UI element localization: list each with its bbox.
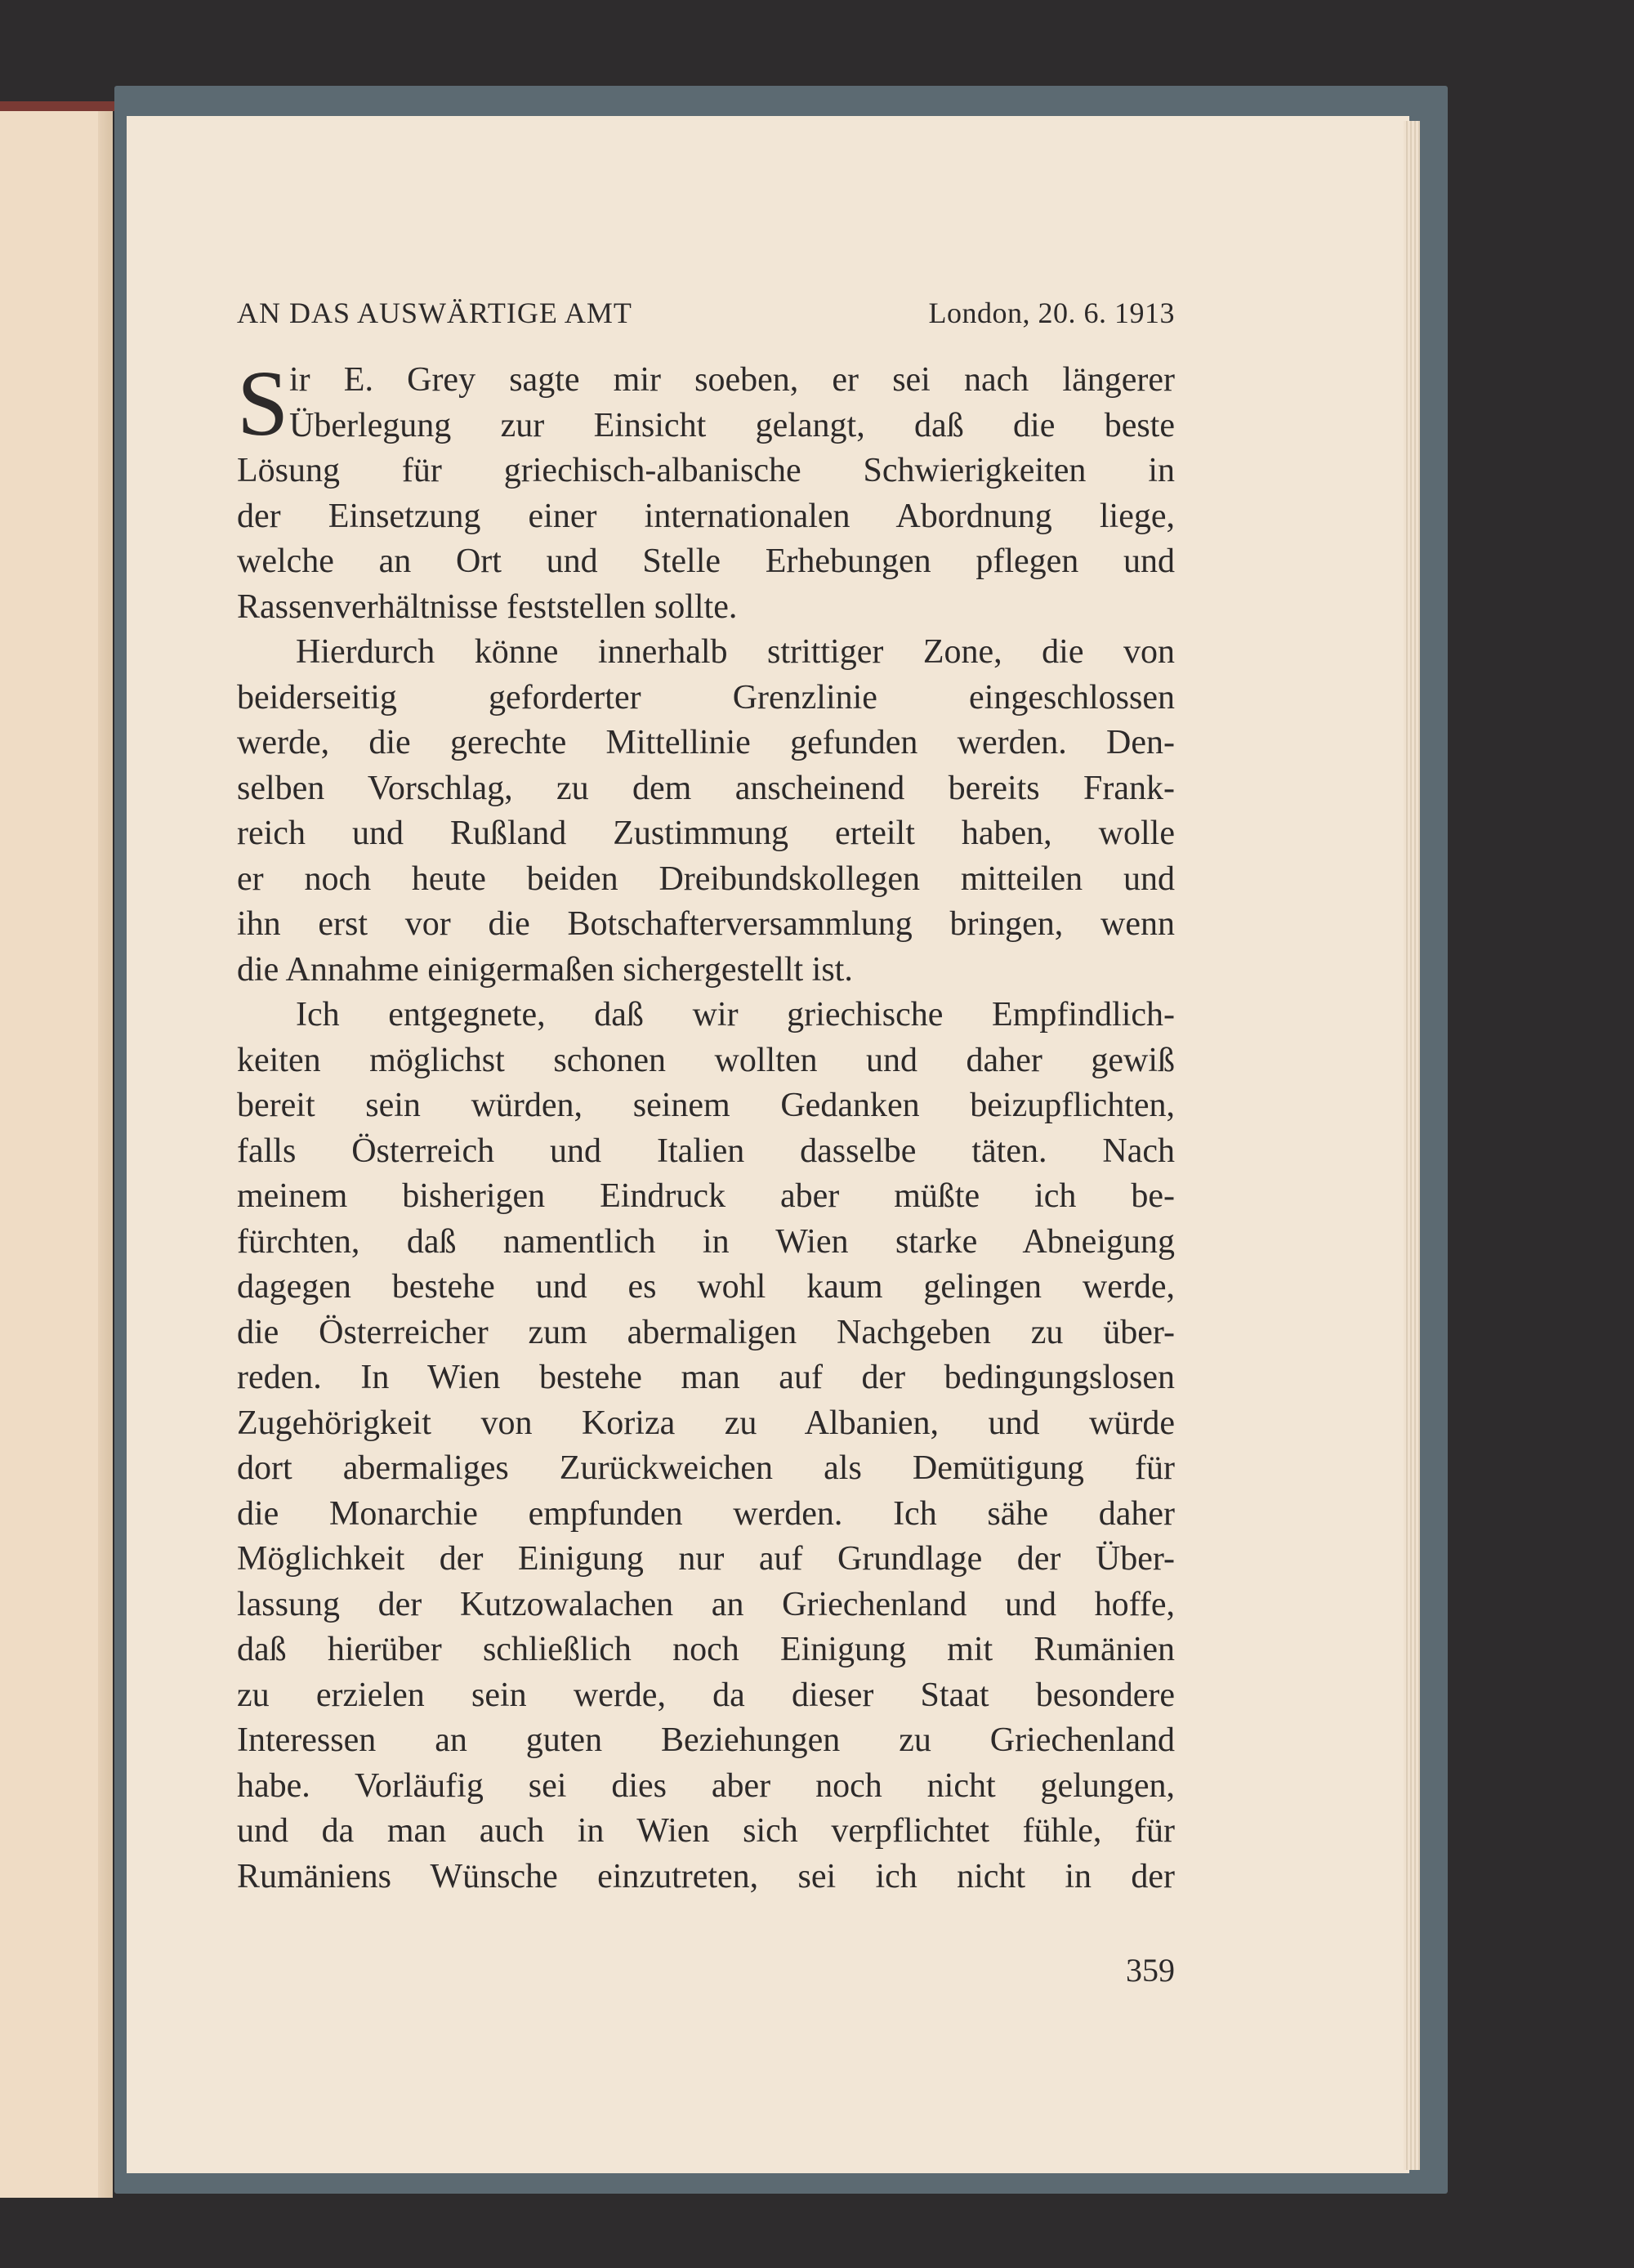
text-line: bereit sein würden, seinem Gedanken beizupflichten, <box>237 1087 1175 1124</box>
text-line: die Österreicher zum abermaligen Nachgeben zu über- <box>237 1313 1175 1351</box>
text-line: Möglichkeit der Einigung nur auf Grundlage der Über- <box>237 1540 1175 1578</box>
paragraph-3 <box>237 993 1175 1900</box>
text-line: fürchten, daß namentlich in Wien starke Abneigung <box>237 1222 1175 1261</box>
text-line: dagegen bestehe und es wohl kaum gelingen werde, <box>237 1268 1175 1306</box>
text-line: Lösung für griechisch-albanische Schwierigkeiten in <box>237 452 1175 489</box>
text-line: reden. In Wien bestehe man auf der bedingungslosen <box>237 1359 1175 1396</box>
text-line: Rassenverhältnisse feststellen sollte. <box>237 587 738 626</box>
text-line: lassung der Kutzowalachen an Griechenland und hoffe, <box>237 1585 1175 1623</box>
text-line: Interessen an guten Beziehungen zu Griechenland <box>237 1721 1175 1759</box>
text-line: Zugehörigkeit von Koriza zu Albanien, und würde <box>237 1404 1175 1442</box>
text-line: zu erzielen sein werde, da dieser Staat besondere <box>237 1676 1175 1714</box>
letter-body <box>237 351 1175 1900</box>
text-line: ihn erst vor die Botschafterversammlung bringen, wenn <box>237 905 1175 943</box>
left-page <box>0 106 113 2198</box>
left-spine-band <box>0 101 114 111</box>
text-line: er noch heute beiden Dreibundskollegen mitteilen und <box>237 859 1175 898</box>
text-line: dort abermaliges Zurückweichen als Demütigung für <box>237 1449 1175 1487</box>
text-line: daß hierüber schließlich noch Einigung mit Rumänien <box>237 1631 1175 1668</box>
text-line: selben Vorschlag, zu dem anscheinend bereits Frank- <box>237 769 1175 807</box>
text-line: beiderseitig geforderter Grenzlinie eingeschlossen <box>237 678 1175 717</box>
recipient-heading: AN DAS AUSWÄRTIGE AMT <box>237 297 632 329</box>
text-line: und da man auch in Wien sich verpflichtet fühle, für <box>237 1812 1175 1850</box>
drop-cap: S <box>237 351 289 455</box>
text-line: Ich entgegnete, daß wir griechische Empfindlich- <box>296 996 1175 1034</box>
text-line: Hierdurch könne innerhalb strittiger Zone, die von <box>296 633 1175 671</box>
text-line: die Monarchie empfunden werden. Ich sähe daher <box>237 1494 1175 1533</box>
text-line: Überlegung zur Einsicht gelangt, daß die beste <box>289 406 1175 444</box>
paragraph-1 <box>237 351 1175 630</box>
text-line: meinem bisherigen Eindruck aber müßte ich be- <box>237 1177 1175 1215</box>
text-line: die Annahme einigermaßen sichergestellt ist. <box>237 950 853 989</box>
text-line: Rumäniens Wünsche einzutreten, sei ich nicht in der <box>237 1857 1175 1895</box>
text-line: keiten möglichst schonen wollten und daher gewiß <box>237 1041 1175 1079</box>
text-line: habe. Vorläufig sei dies aber noch nicht gelungen, <box>237 1766 1175 1805</box>
text-line: werde, die gerechte Mittellinie gefunden werden. Den- <box>237 724 1175 761</box>
running-head <box>237 296 1175 330</box>
page-number: 359 <box>1126 1952 1175 1989</box>
text-line: falls Österreich und Italien dasselbe täten. Nach <box>237 1132 1175 1170</box>
text-line: welche an Ort und Stelle Erhebungen pflegen und <box>237 542 1175 580</box>
place-date: London, 20. 6. 1913 <box>928 297 1175 329</box>
page-stack-edge <box>1404 121 1420 2170</box>
text-line: der Einsetzung einer internationalen Abordnung liege, <box>237 497 1175 535</box>
text-line: reich und Rußland Zustimmung erteilt haben, wolle <box>237 815 1175 852</box>
left-page-edge <box>98 106 113 2198</box>
text-line: ir E. Grey sagte mir soeben, er sei nach längerer <box>289 361 1175 399</box>
paragraph-2 <box>237 630 1175 993</box>
